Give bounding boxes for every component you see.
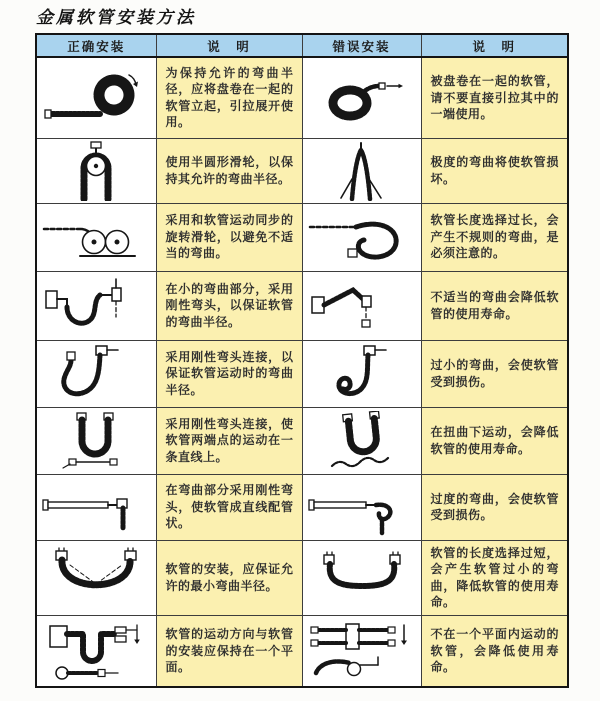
wrong-illustration-cell xyxy=(302,138,421,203)
table-row xyxy=(36,203,568,271)
correct-illustration-cell xyxy=(36,138,156,203)
header-row xyxy=(36,34,568,57)
wrong-description: 在扭曲下运动，会降低软管的使用寿命。 xyxy=(421,407,568,474)
same-plane-motion-illustration-icon xyxy=(40,619,152,683)
wrong-illustration-cell xyxy=(302,540,421,615)
u-shape-twisted-motion-illustration-icon xyxy=(306,411,418,471)
correct-description: 使用半圆形滑轮，以保持其允许的弯曲半径。 xyxy=(156,138,302,203)
rigid-elbow-small-bend-illustration-icon xyxy=(40,275,152,337)
table-row xyxy=(36,57,568,138)
table-row xyxy=(36,407,568,474)
synchronized-rollers-illustration-icon xyxy=(40,207,152,267)
page-title: 金属软管安装方法 xyxy=(36,8,196,28)
straight-pipe-rigid-elbow-illustration-icon xyxy=(40,477,152,537)
wrong-illustration-cell xyxy=(302,203,421,271)
overbent-corner-illustration-icon xyxy=(306,477,418,537)
correct-illustration-cell xyxy=(36,615,156,687)
u-shape-inline-motion-illustration-icon xyxy=(40,411,152,471)
wrong-description: 不适当的弯曲会降低软管的使用寿命。 xyxy=(421,271,568,340)
correct-description: 在小的弯曲部分，采用刚性弯头，以保证软管的弯曲半径。 xyxy=(156,271,302,340)
correct-description: 软管的运动方向与软管的安装应保持在一个平面。 xyxy=(156,615,302,687)
header-explanation-left: 说 明 xyxy=(156,34,302,57)
wrong-description: 软管长度选择过长，会产生不规则的弯曲，是必须注意的。 xyxy=(421,203,568,271)
hose-too-short-illustration-icon xyxy=(306,547,418,609)
correct-description: 采用和软管运动同步的旋转滑轮，以避免不适当的弯曲。 xyxy=(156,203,302,271)
minimum-bend-radius-u-illustration-icon xyxy=(40,547,152,609)
wrong-illustration-cell xyxy=(302,340,421,407)
correct-description: 软管的安装，应保证允许的最小弯曲半径。 xyxy=(156,540,302,615)
table-row xyxy=(36,474,568,540)
correct-illustration-cell xyxy=(36,407,156,474)
wrong-illustration-cell xyxy=(302,407,421,474)
correct-illustration-cell xyxy=(36,271,156,340)
wrong-illustration-cell xyxy=(302,474,421,540)
wrong-description: 极度的弯曲将使软管损坏。 xyxy=(421,138,568,203)
table-row xyxy=(36,540,568,615)
correct-description: 在弯曲部分采用刚性弯头，使软管成直线配管状。 xyxy=(156,474,302,540)
semicircular-pulley-illustration-icon xyxy=(40,141,152,201)
correct-description: 采用刚性弯头连接，以保证软管运动时的弯曲半径。 xyxy=(156,340,302,407)
correct-illustration-cell xyxy=(36,203,156,271)
table-row xyxy=(36,340,568,407)
correct-description: 为保持允许的弯曲半径，应将盘卷在一起的软管立起，引拉展开使用。 xyxy=(156,57,302,138)
header-explanation-right: 说 明 xyxy=(421,34,568,57)
correct-illustration-cell xyxy=(36,540,156,615)
header-wrong-install: 错误安装 xyxy=(302,34,421,57)
correct-illustration-cell xyxy=(36,340,156,407)
table-row xyxy=(36,271,568,340)
table-row xyxy=(36,615,568,687)
too-small-bend-curl-illustration-icon xyxy=(306,344,418,404)
hose-installation-table xyxy=(35,33,569,688)
correct-illustration-cell xyxy=(36,57,156,138)
improper-bend-kink-illustration-icon xyxy=(306,275,418,337)
extreme-sharp-bend-illustration-icon xyxy=(306,141,418,201)
wrong-illustration-cell xyxy=(302,615,421,687)
wrong-description: 被盘卷在一起的软管，请不要直接引拉其中的一端使用。 xyxy=(421,57,568,138)
wrong-illustration-cell xyxy=(302,271,421,340)
wrong-description: 不在一个平面内运动的软管，会降低使用寿命。 xyxy=(421,615,568,687)
hose-too-long-loop-illustration-icon xyxy=(306,207,418,267)
correct-illustration-cell xyxy=(36,474,156,540)
coiled-hose-pulled-end-illustration-icon xyxy=(306,67,418,129)
wrong-description: 软管的长度选择过短，会产生软管过小的弯曲，降低软管的使用寿命。 xyxy=(421,540,568,615)
wrong-description: 过小的弯曲，会使软管受到损伤。 xyxy=(421,340,568,407)
wrong-description: 过度的弯曲，会使软管受到损伤。 xyxy=(421,474,568,540)
header-correct-install: 正确安装 xyxy=(36,34,156,57)
wrong-illustration-cell xyxy=(302,57,421,138)
correct-description: 采用刚性弯头连接，使软管两端点的运动在一条直线上。 xyxy=(156,407,302,474)
table-row xyxy=(36,138,568,203)
rigid-elbow-connection-illustration-icon xyxy=(40,344,152,404)
coiled-hose-stood-up-illustration-icon xyxy=(40,67,152,129)
out-of-plane-motion-illustration-icon xyxy=(306,619,418,683)
